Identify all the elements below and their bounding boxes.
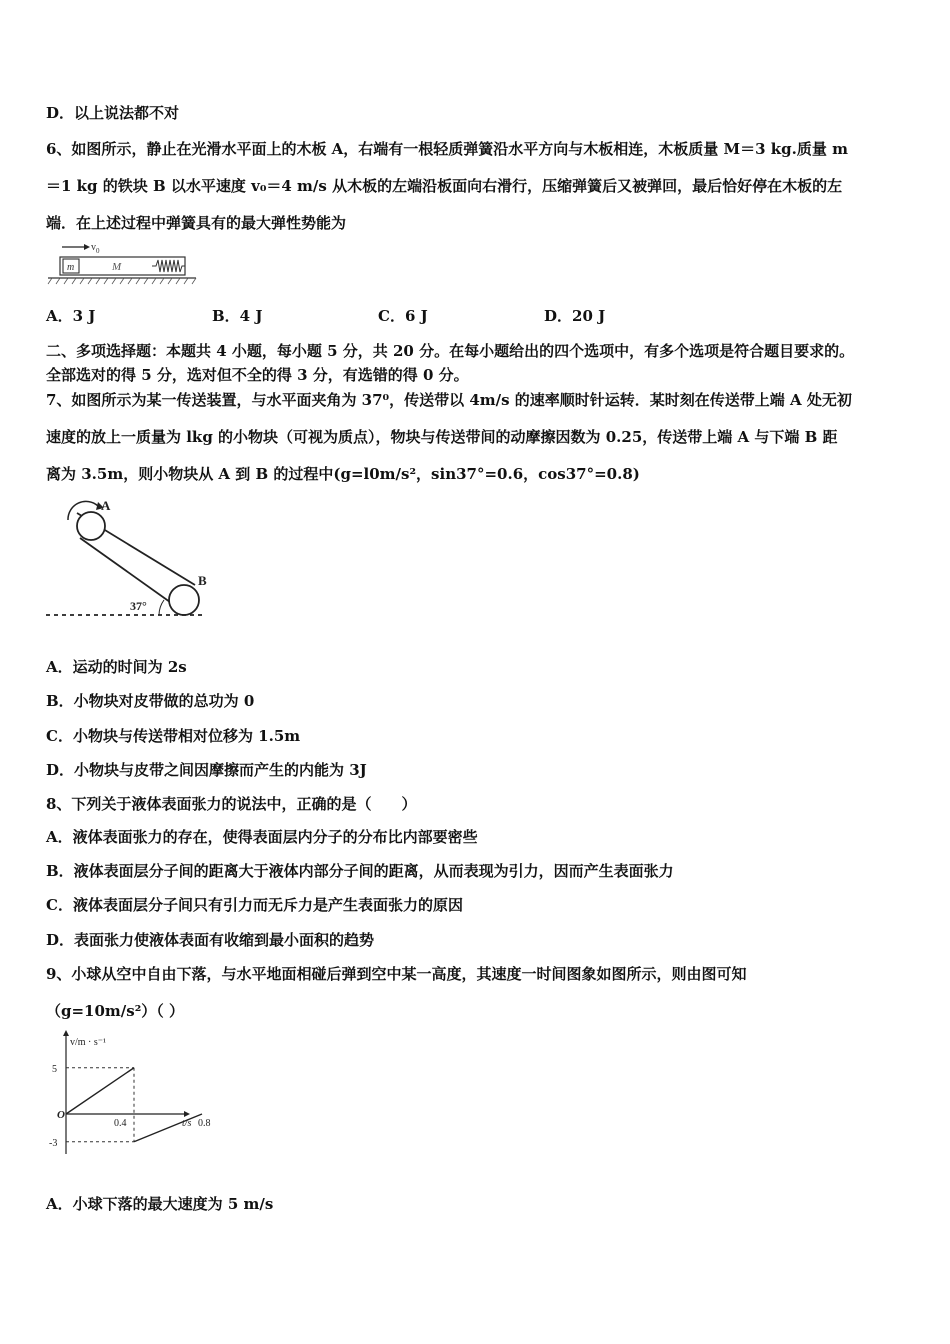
- v0-label: $v_0$: [91, 242, 100, 255]
- q6-board-spring-figure: [44, 238, 204, 290]
- q6-option-a[interactable]: A．3 J: [46, 307, 96, 325]
- x-axis-arrow: [184, 1111, 190, 1117]
- q9-option-a[interactable]: A．小球下落的最大速度为 5 m/s: [46, 1195, 274, 1213]
- svg-text:37°: 37°: [130, 599, 147, 613]
- q7-option-d[interactable]: D．小物块与皮带之间因摩擦而产生的内能为 3J: [46, 761, 367, 779]
- svg-text:B: B: [198, 573, 207, 588]
- q6-stem-line-2: ＝1 kg 的铁块 B 以水平速度 v₀＝4 m/s 从木板的左端沿板面向右滑行，压缩弹簧后又被弹回，最后恰好停在木板的左: [46, 177, 843, 195]
- q8-option-c[interactable]: C．液体表面层分子间只有引力而无斥力是产生表面张力的原因: [46, 896, 463, 914]
- series-segment: [134, 1114, 202, 1142]
- q6-stem-line-3: 端．在上述过程中弹簧具有的最大弹性势能为: [46, 214, 347, 232]
- q9-stem-line-1: 9、小球从空中自由下落，与水平地面相碰后弹到空中某一高度，其速度一时间图象如图所示，则由图可知: [46, 965, 747, 983]
- series-segment: [66, 1068, 134, 1114]
- q8-option-d[interactable]: D．表面张力使液体表面有收缩到最小面积的趋势: [46, 931, 375, 949]
- x-axis-label: t/s: [182, 1118, 192, 1129]
- q9-velocity-time-chart: [44, 1026, 214, 1162]
- q8-option-a[interactable]: A．液体表面张力的存在，使得表面层内分子的分布比内部要密些: [46, 828, 478, 846]
- q7-option-b[interactable]: B．小物块对皮带做的总功为 0: [46, 692, 255, 710]
- q7-option-c[interactable]: C．小物块与传送带相对位移为 1.5m: [46, 727, 301, 745]
- q8-option-b[interactable]: B．液体表面层分子间的距离大于液体内部分子间的距离，从而表现为引力，因而产生表面张力: [46, 862, 674, 880]
- q8-stem: 8、下列关于液体表面张力的说法中，正确的是（ ）: [46, 795, 417, 813]
- pulley-b: [169, 585, 199, 615]
- q7-conveyor-figure: [44, 496, 219, 624]
- q6-option-d[interactable]: D．20 J: [544, 307, 606, 325]
- y-axis-arrow: [63, 1030, 69, 1036]
- svg-text:A: A: [101, 498, 111, 513]
- q6-option-b[interactable]: B．4 J: [212, 307, 263, 325]
- prev-option-d: D．以上说法都不对: [46, 104, 180, 122]
- q6-options: [46, 305, 605, 326]
- svg-text:m: m: [67, 262, 75, 273]
- y-axis-label: v/m · s⁻¹: [70, 1037, 107, 1048]
- q9-stem-line-2: （g=10m/s²）（ ）: [46, 1002, 185, 1020]
- svg-text:M: M: [112, 261, 122, 273]
- ytick-label: -3: [49, 1137, 58, 1149]
- section2-line-2: 全部选对的得 5 分，选对但不全的得 3 分，有选错的得 0 分。: [46, 366, 469, 384]
- q7-option-a[interactable]: A．运动的时间为 2s: [46, 658, 187, 676]
- q7-stem-line-3: 离为 3.5m，则小物块从 A 到 B 的过程中(g=l0m/s²，sin37°=0.6，cos37°=0.8): [46, 465, 640, 483]
- pulley-a: [77, 512, 105, 540]
- q7-stem-line-2: 速度的放上一质量为 lkg 的小物块（可视为质点），物块与传送带间的动摩擦因数为 0.25，传送带上端 A 与下端 B 距: [46, 428, 838, 446]
- q7-stem-line-1: 7、如图所示为某一传送装置，与水平面夹角为 37⁰，传送带以 4m/s 的速率顺时针运转．某时刻在传送带上端 A 处无初: [46, 391, 852, 409]
- xtick-label: 0.4: [114, 1118, 127, 1129]
- spring: [152, 260, 185, 272]
- xtick-label: 0.8: [198, 1118, 211, 1129]
- q6-stem-line-1: 6、如图所示，静止在光滑水平面上的木板 A，右端有一根轻质弹簧沿水平方向与木板相连，木板质量 M＝3 kg.质量 m: [46, 140, 848, 158]
- ytick-label: 5: [52, 1063, 57, 1075]
- q6-option-c[interactable]: C．6 J: [378, 307, 428, 325]
- origin-label: O: [57, 1109, 65, 1121]
- section2-line-1: 二、多项选择题：本题共 4 小题，每小题 5 分，共 20 分。在每小题给出的四个选项中，有多个选项是符合题目要求的。: [46, 342, 855, 360]
